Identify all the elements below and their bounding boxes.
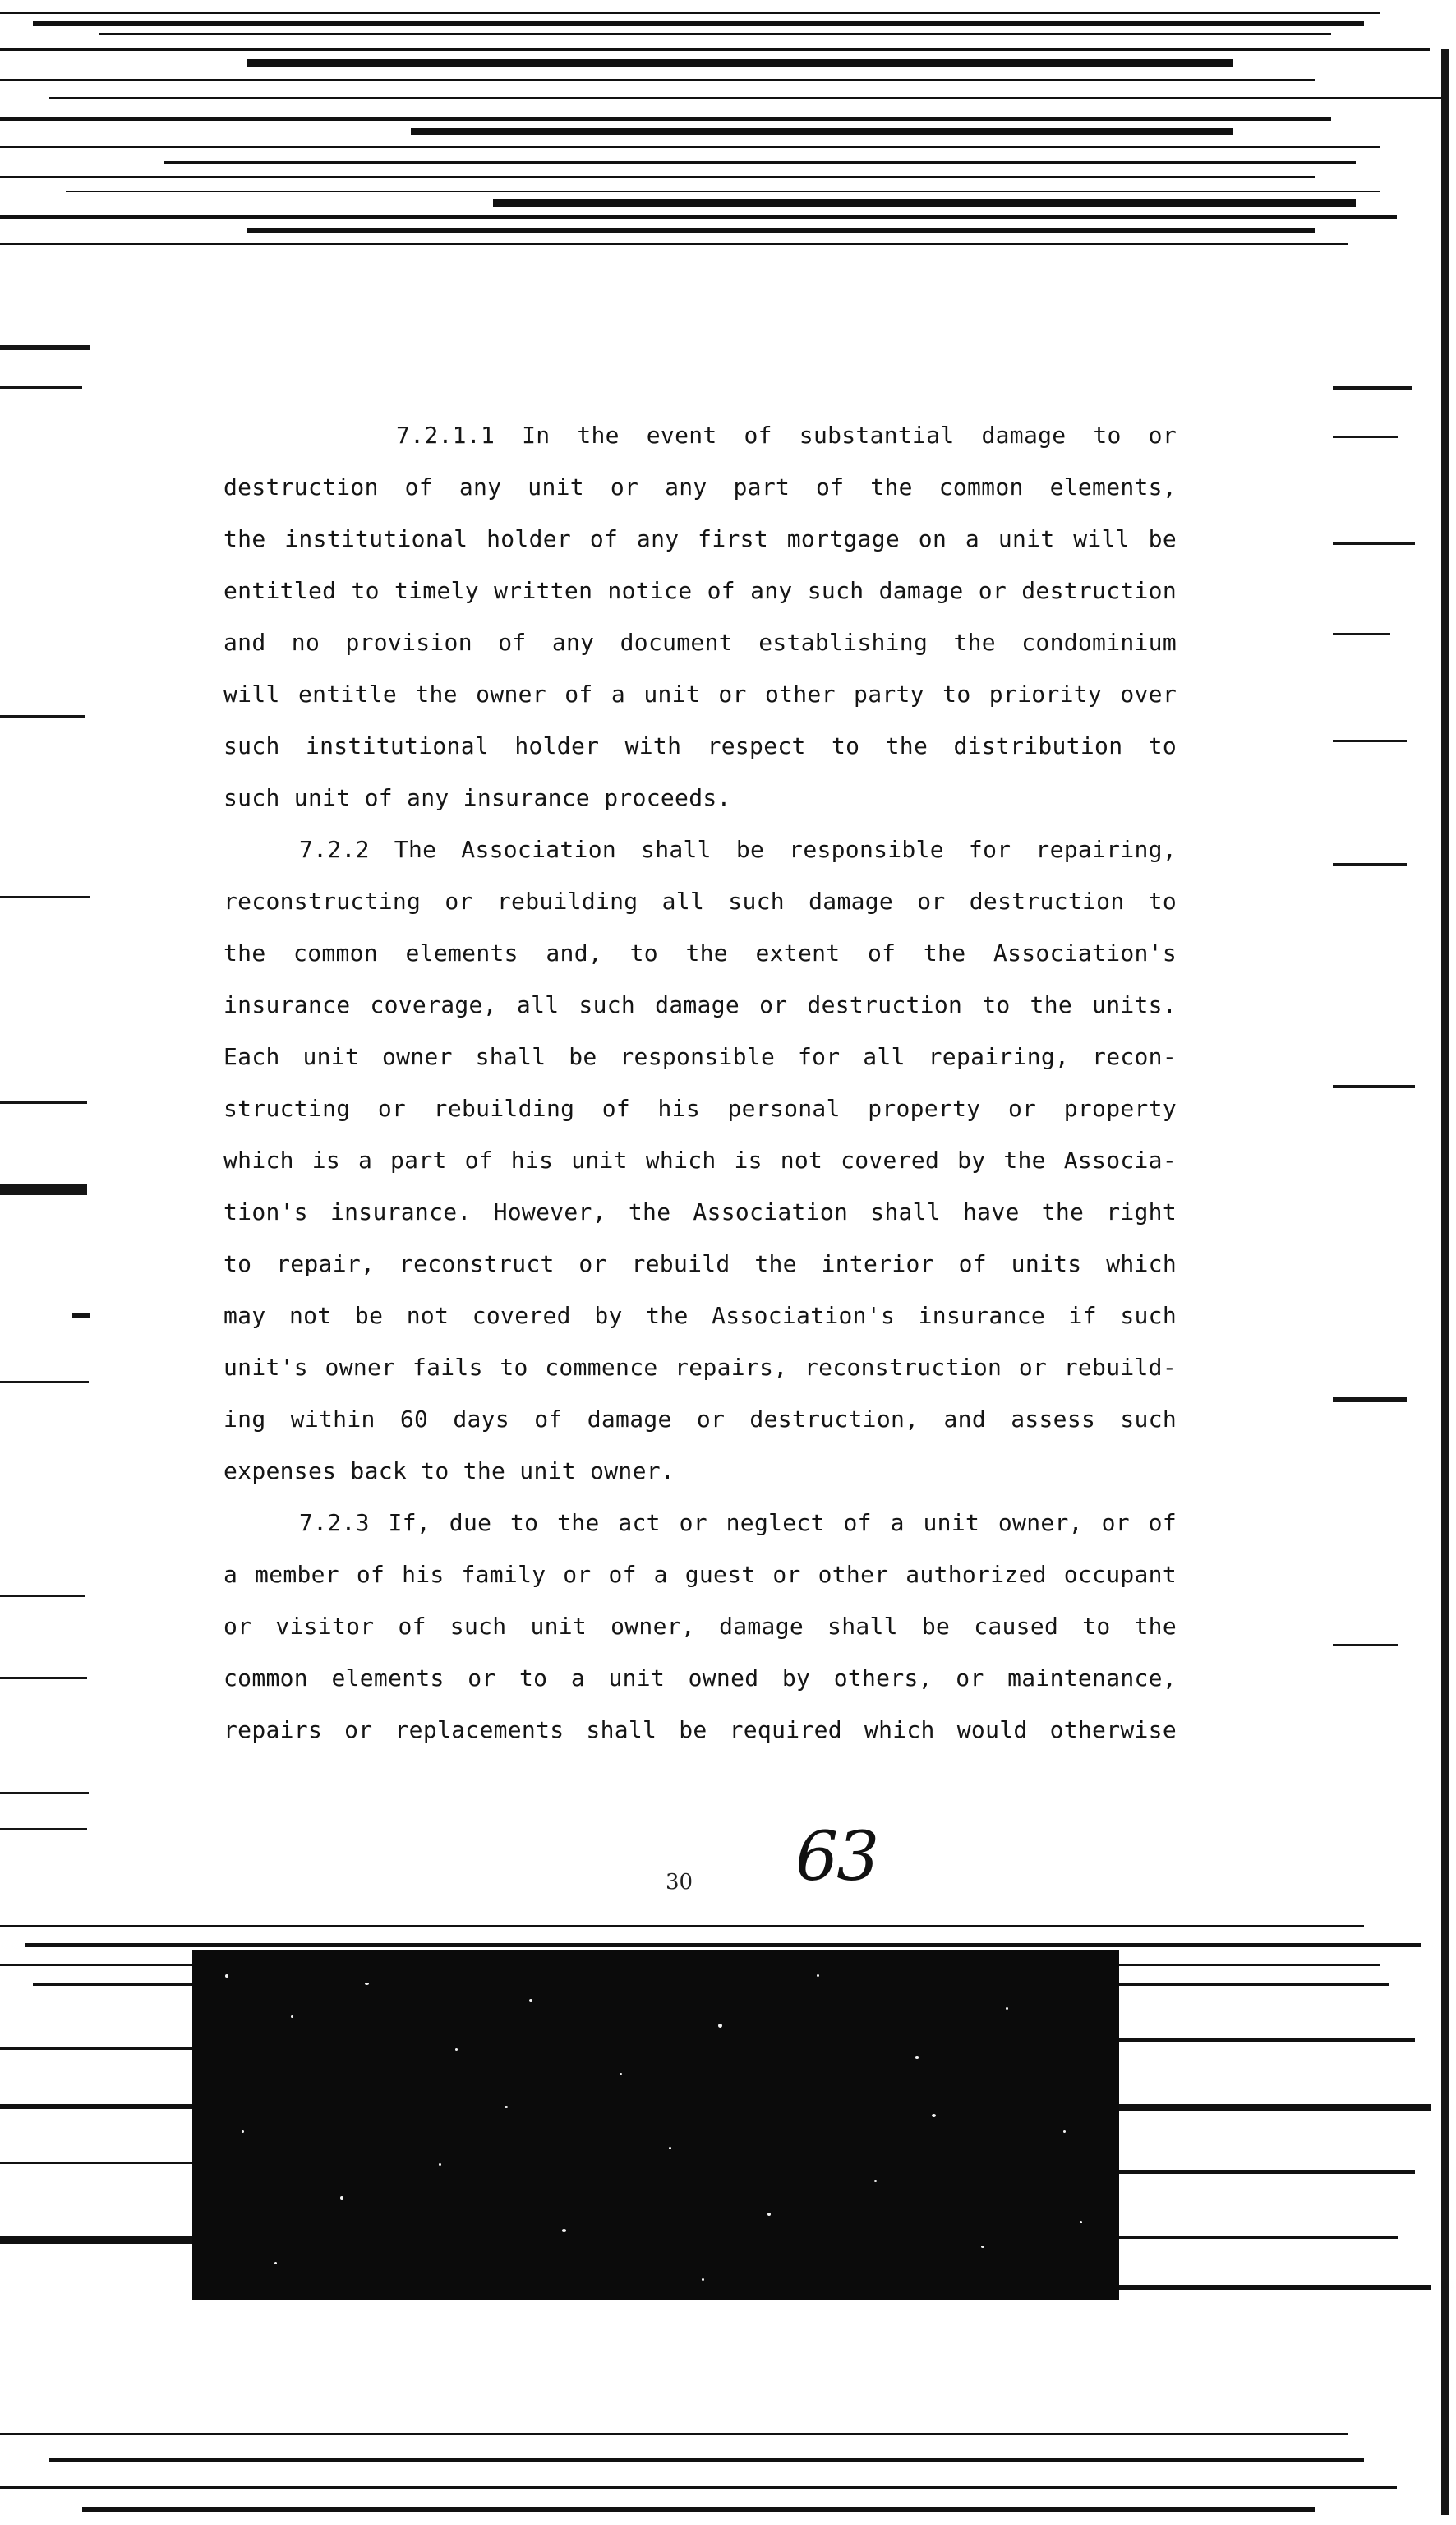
paragraph-line: or visitor of such unit owner, damage shall be caused to the	[223, 1613, 1177, 1640]
paragraph-line: 7.2.2 The Association shall be responsible for repairing,	[299, 836, 1177, 863]
paragraph-line: may not be not covered by the Association's insurance if such	[223, 1302, 1177, 1329]
paragraph-line: will entitle the owner of a unit or other party to priority over	[223, 681, 1177, 708]
top-scan-noise	[0, 0, 1456, 255]
paragraph-line: 7.2.3 If, due to the act or neglect of a unit owner, or of	[299, 1509, 1177, 1536]
paragraph-line: insurance coverage, all such damage or destruction to the units.	[223, 991, 1177, 1018]
paragraph-line: ing within 60 days of damage or destruction, and assess such	[223, 1406, 1177, 1433]
right-edge-bar	[1441, 49, 1449, 2515]
page-number: 30	[666, 1870, 693, 1895]
paragraph-line: tion's insurance. However, the Association shall have the right	[223, 1198, 1177, 1226]
paragraph-line: to repair, reconstruct or rebuild the interior of units which	[223, 1250, 1177, 1277]
scan-dark-region	[192, 1950, 1119, 2300]
paragraph-line: reconstructing or rebuilding all such damage or destruction to	[223, 888, 1177, 915]
paragraph-line: which is a part of his unit which is not covered by the Associa-	[223, 1147, 1177, 1174]
paragraph-line: structing or rebuilding of his personal property or property	[223, 1095, 1177, 1122]
paragraph-line: a member of his family or of a guest or other authorized occupant	[223, 1561, 1177, 1588]
paragraph-line: unit's owner fails to commence repairs, reconstruction or rebuild-	[223, 1354, 1177, 1381]
paragraph-line: such unit of any insurance proceeds.	[223, 784, 731, 811]
paragraph-line: common elements or to a unit owned by others, or maintenance,	[223, 1664, 1177, 1692]
paragraph-line: such institutional holder with respect to the distribution to	[223, 732, 1177, 759]
paragraph-line: the common elements and, to the extent of the Association's	[223, 939, 1177, 967]
paragraph-line: entitled to timely written notice of any such damage or destruction	[223, 577, 1177, 604]
paragraph-line: expenses back to the unit owner.	[223, 1457, 675, 1484]
paragraph-line: destruction of any unit or any part of the common elements,	[223, 473, 1177, 501]
paragraph-line: repairs or replacements shall be required which would otherwise	[223, 1716, 1177, 1743]
paragraph-line: the institutional holder of any first mortgage on a unit will be	[223, 525, 1177, 552]
paragraph-line: and no provision of any document establishing the condominium	[223, 629, 1177, 656]
paragraph-line: 7.2.1.1 In the event of substantial damage to or	[396, 422, 1177, 449]
handwritten-number: 63	[795, 1818, 878, 1896]
paragraph-line: Each unit owner shall be responsible for all repairing, recon-	[223, 1043, 1177, 1070]
